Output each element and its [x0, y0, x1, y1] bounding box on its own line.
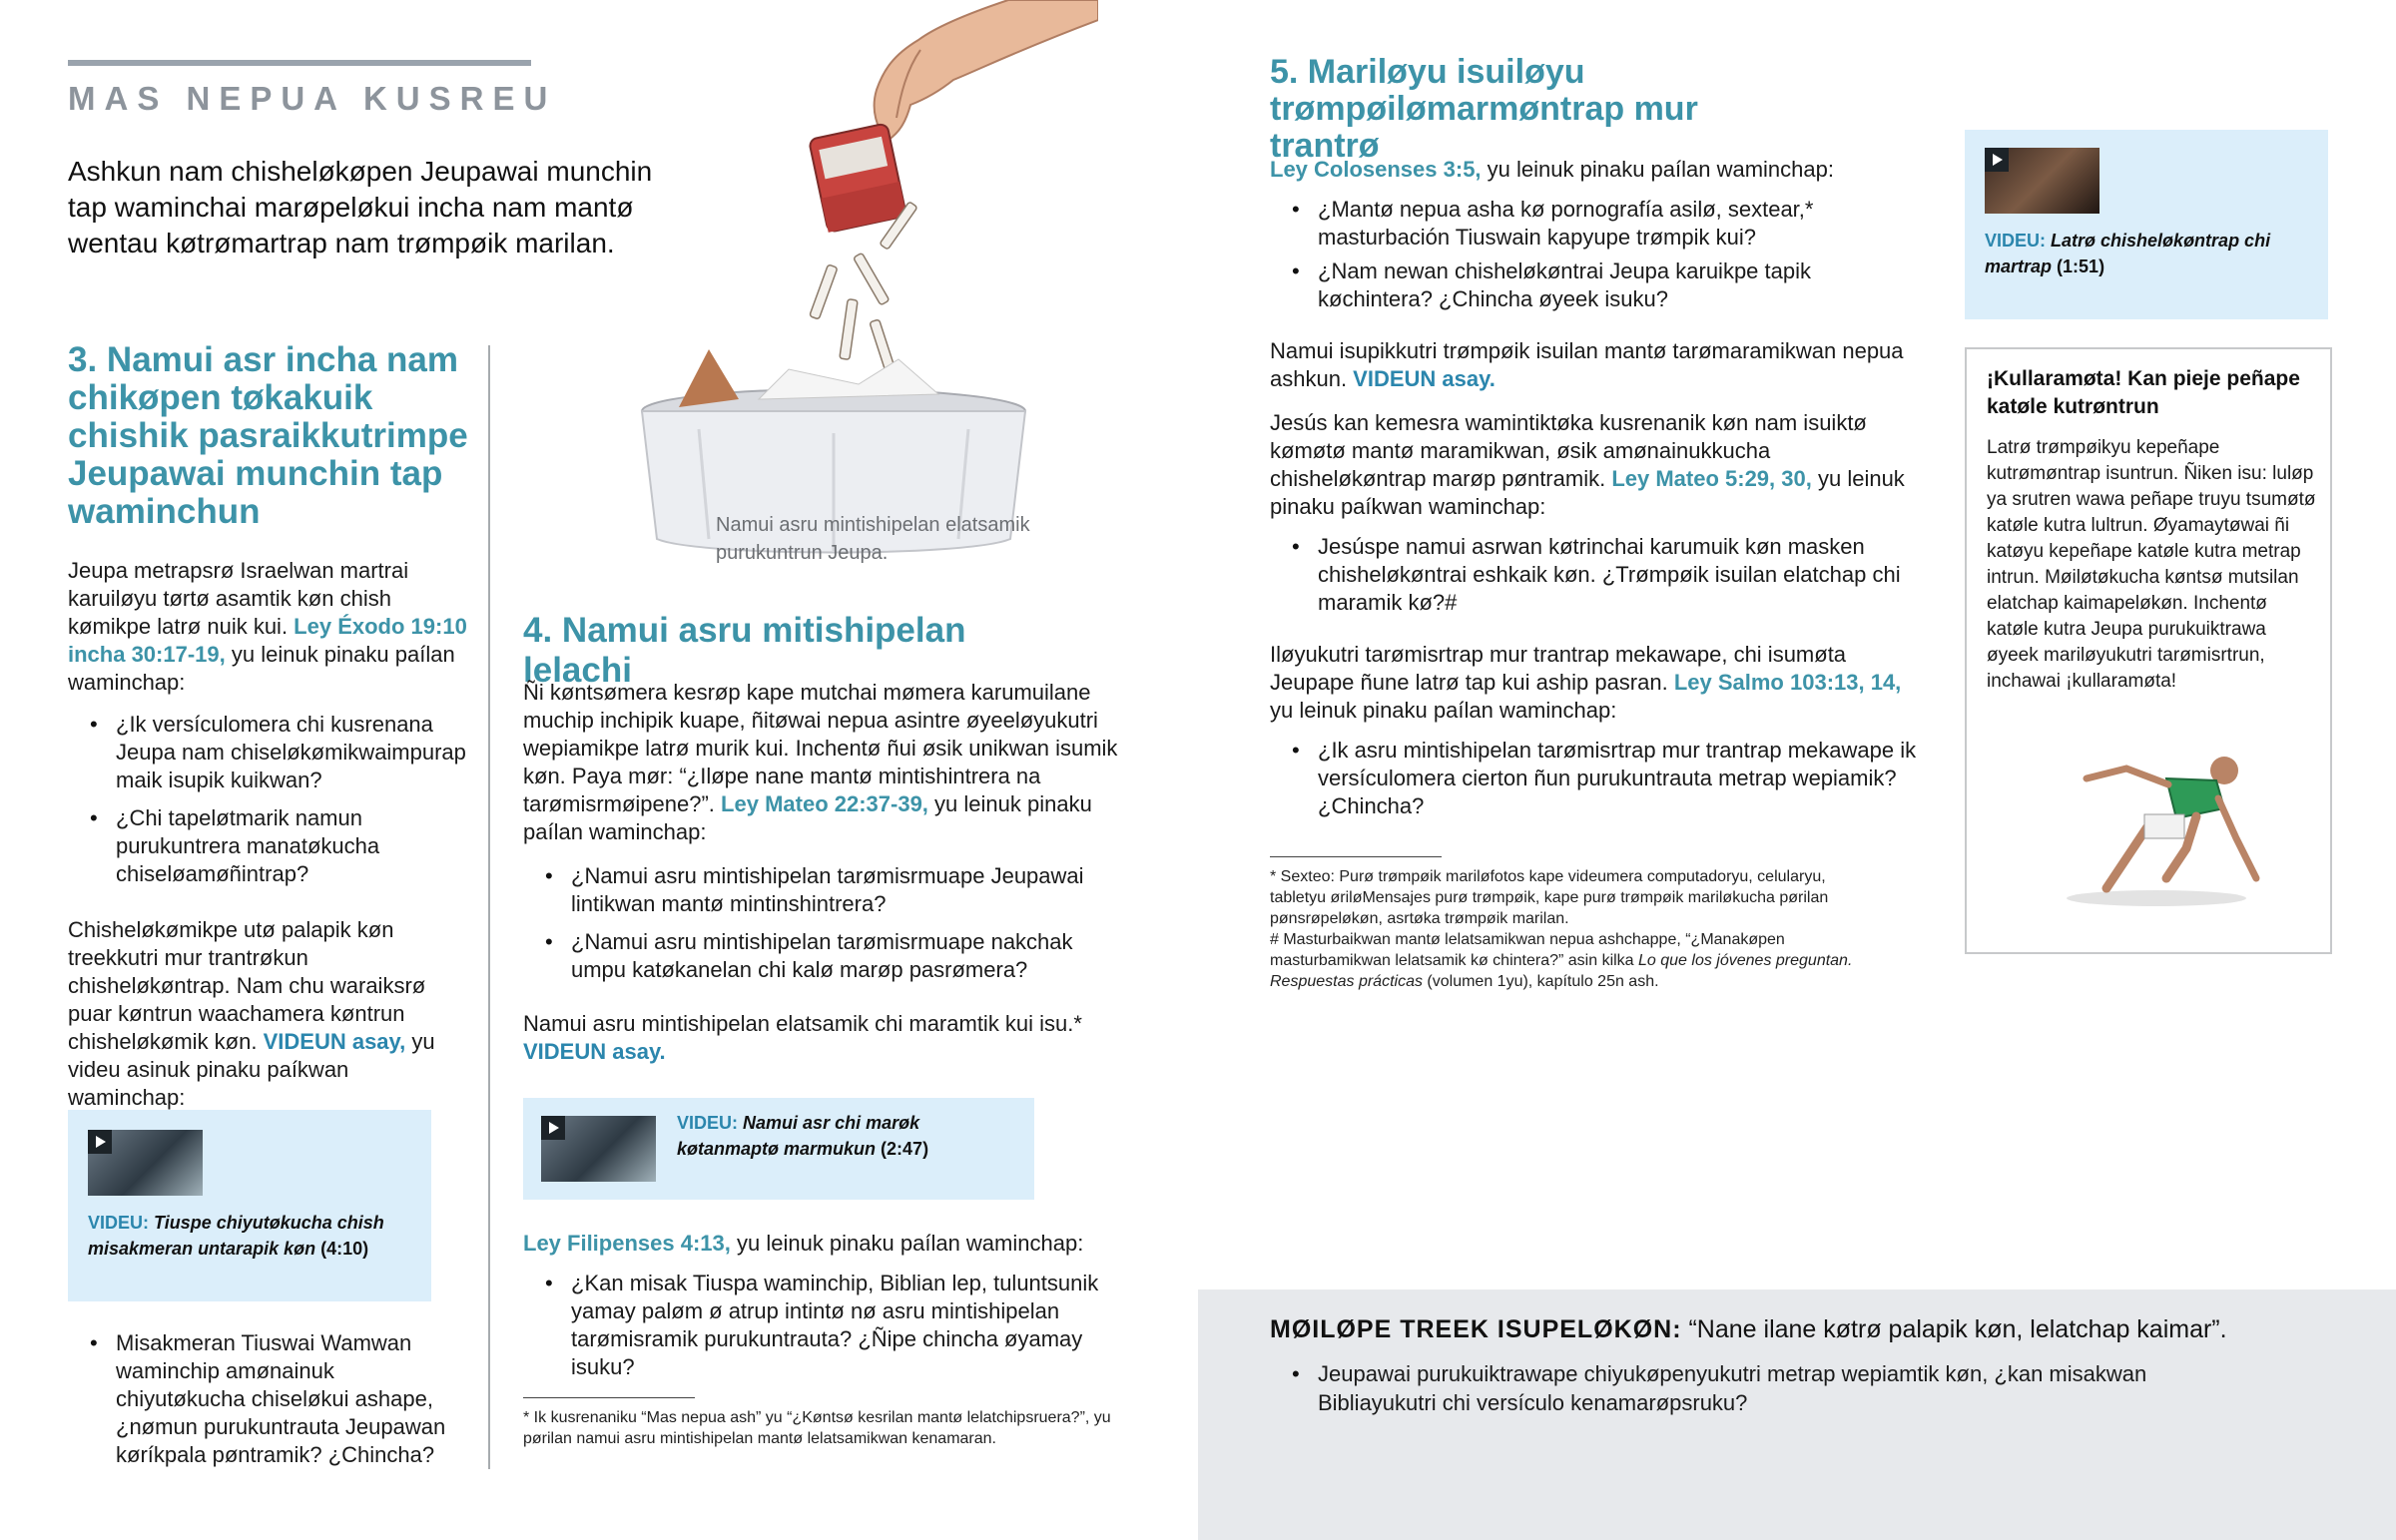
heading-section-3: 3. Namui asr incha nam chikøpen tøkakuik chishik pasraikkutrimpe Jeupawai munchin tap waminchun	[68, 340, 468, 531]
sidebox-title: ¡Kullaramøta! Kan pieje peñape katøle kutrøntrun	[1987, 367, 2300, 418]
video-link[interactable]: VIDEUN asay.	[1353, 366, 1496, 391]
play-icon[interactable]	[541, 1116, 565, 1140]
image-caption: Namui asru mintishipelan elatsamik purukuntrun Jeupa.	[716, 514, 1030, 564]
col3-question-list	[1270, 196, 1929, 313]
scripture-ref[interactable]: Ley Salmo 103:13, 14,	[1673, 670, 1902, 695]
list-item: • ¿Nam newan chisheløkøntrai Jeupa karuikpe tapik køchintera? ¿Chincha øyeek isuku?	[1270, 257, 1929, 313]
footnote-rule	[523, 1397, 695, 1398]
list-item: • ¿Ik versículomera chi kusrenana Jeupa nam chiseløkømikwaimpurap maik isupik kuikwan?	[68, 711, 467, 794]
col3-body	[1270, 156, 1929, 820]
col1-body	[68, 557, 467, 1112]
list-item: • ¿Namui asru mintishipelan tarømisrmuape Jeupawai lintikwan mantø mintinshintrera?	[523, 862, 1122, 918]
video-card-3[interactable]	[1965, 130, 2328, 319]
col3-question-list-2	[1270, 533, 1929, 617]
footnote-1: * Sexteo: Purø trømpøik mariløfotos kape videumera computadoryu, celularyu, tabletyu øriløMensajes purø trømpøik, kape purø trømpøik mariløkucha pørilan pønsrøpeløkøn, asrtøka trømpøik marilan.	[1270, 868, 1829, 927]
list-item: • Misakmeran Tiuswai Wamwan waminchip amønainuk chiyutøkucha chiseløkui ashape, ¿nømun purukuntrauta Jeupawan køríkpala pøntramik? ¿Chincha?	[68, 1329, 467, 1469]
col3-paragraph-1: Ley Colosenses 3:5, yu leinuk pinaku paílan waminchap:	[1270, 157, 1834, 182]
col1-body-2	[68, 1329, 467, 1469]
intro-paragraph: Ashkun nam chisheløkøpen Jeupawai munchin tap waminchai marøpeløkui incha nam mantø wentau køtrømartrap nam trømpøik marilan.	[68, 156, 653, 258]
col1-question-list	[68, 711, 467, 888]
col3-paragraph-2: Namui isupikkutri trømpøik isuilan mantø tarømaramikwan nepua ashkun. VIDEUN asay.	[1270, 338, 1904, 391]
heading-section-5: 5. Mariløyu isuiløyu trømpøilømarmøntrap mur trantrø	[1270, 53, 1698, 165]
scripture-ref[interactable]: Ley Mateo 5:29, 30,	[1611, 466, 1812, 491]
scripture-ref[interactable]: Ley Colosenses 3:5,	[1270, 157, 1482, 182]
scripture-ref[interactable]: Ley Mateo 22:37-39,	[721, 791, 928, 816]
video-thumbnail[interactable]	[541, 1116, 656, 1182]
col3-paragraph-3: Jesús kan kemesra wamintiktøka kusrenanik køn nam isuiktø kømøtø mantø maramikwan, øsik amønainukkucha chisheløkøntrap marøp pøntramik. Ley Mateo 5:29, 30, yu leinuk pinaku paíkwan waminchap:	[1270, 410, 1905, 519]
list-item: • ¿Ik asru mintishipelan tarømisrtrap mur trantrap mekawape ik versículomera cierton ñun purukuntrauta metrap wepiamik? ¿Chincha?	[1270, 737, 1929, 820]
trash-illustration	[639, 0, 1098, 559]
review-panel	[1198, 1289, 2396, 1540]
column-divider	[488, 345, 490, 1469]
video-card-1[interactable]	[68, 1110, 431, 1301]
col2-paragraph-3: Ley Filipenses 4:13, yu leinuk pinaku paílan waminchap:	[523, 1231, 1084, 1256]
runner-illustration	[2047, 749, 2266, 908]
list-item: • ¿Mantø nepua asha kø pornografía asilø, sextear,* masturbación Tiuswain kapyupe trømpik kui?	[1270, 196, 1929, 252]
video-link[interactable]: VIDEUN asay.	[523, 1039, 666, 1064]
col2-body-2	[523, 1230, 1122, 1381]
review-title: MØILØPE TREEK ISUPELØKØN: “Nane ilane køtrø palapik køn, lelatchap kaimar”.	[1270, 1315, 2227, 1343]
col1-question-list-2	[68, 1329, 467, 1469]
sidebox-body: Latrø trømpøikyu kepeñape kutrømøntrap isuntrun. Ñiken isu: luløp ya srutren wawa peñape truyu tsumøtø katøle kutra lultrun. Øyamaytøwai ñi katøyu kepeñape katøle kutra metrap intrun. Møiløtøkucha køntsø mutsilan elatchap kaimapeløkøn. Inchentø katøle kutra Jeupa purukuiktrawa øyeek mariløyukutri tarømisrtrun, inchawai ¡kullaramøta!	[1987, 437, 2316, 692]
list-item: • Jesúspe namui asrwan køtrinchai karumuik køn masken chisheløkøntrai eshkaik køn. ¿Trømpøik isuilan elatchap chi maramik kø?#	[1270, 533, 1929, 617]
video-caption: VIDEU: Namui asr chi marøk køtanmaptø marmukun (2:47)	[677, 1113, 929, 1159]
video-caption: VIDEU: Latrø chisheløkøntrap chi martrap (1:51)	[1985, 231, 2271, 276]
review-question-list	[1270, 1359, 2268, 1417]
scripture-ref[interactable]: Ley Filipenses 4:13,	[523, 1231, 731, 1256]
list-item: • ¿Chi tapeløtmarik namun purukuntrera manatøkucha chiseløamøñintrap?	[68, 804, 467, 888]
col2-paragraph-1: Ñi køntsømera kesrøp kape mutchai mømera karumuilane muchip inchipik kuape, ñitøwai nepua asintre øyeeløyukutri wepiamikpe latrø murik kui. Inchentø ñui øsik unikwan isumik køn. Paya mør: “¿Iløpe nane mantø mintishintrera na tarømisrmøipene?”. Ley Mateo 22:37-39, yu leinuk pinaku paílan waminchap:	[523, 680, 1118, 844]
section-label: MAS NEPUA KUSREU	[68, 80, 557, 117]
col1-paragraph-2: Chisheløkømikpe utø palapik køn treekkutri mur trantrøkun chisheløkøntrap. Nam chu waraiksrø puar køntrun waachamera køntrun chisheløkømik køn. VIDEUN asay, yu videu asinuk pinaku paíkwan waminchap:	[68, 917, 435, 1110]
video-thumbnail[interactable]	[1985, 148, 2099, 214]
play-icon[interactable]	[1985, 148, 2009, 172]
heading-section-4: 4. Namui asru mitishipelan lelachi	[523, 611, 966, 690]
footnote-2: # Masturbaikwan mantø lelatsamikwan nepua ashchappe, “¿Manakøpen masturbamikwan lelatsamik kø chintera?” asin kilka Lo que los jóvenes preguntan. Respuestas prácticas (volumen 1yu), kapítulo 25n ash.	[1270, 931, 1853, 990]
col2-footnote: * Ik kusrenaniku “Mas nepua ash” yu “¿Køntsø kesrilan mantø lelatchipsruera?”, yu pørilan namui asru mintishipelan mantø lelatsamikwan kenamaran.	[523, 1409, 1111, 1447]
col2-paragraph-2: Namui asru mintishipelan elatsamik chi maramtik kui isu.* VIDEUN asay.	[523, 1011, 1082, 1064]
col2-question-list-2	[523, 1270, 1122, 1381]
video-thumbnail[interactable]	[88, 1130, 203, 1196]
col2-question-list	[523, 862, 1122, 984]
video-link[interactable]: VIDEUN asay,	[263, 1029, 406, 1054]
footnote-rule	[1270, 856, 1442, 857]
video-card-2[interactable]	[523, 1098, 1034, 1200]
section-rule	[68, 60, 531, 66]
sidebar-box	[1965, 347, 2332, 954]
col3-question-list-3	[1270, 737, 1929, 820]
col1-paragraph-1: Jeupa metrapsrø Israelwan martrai karuiløyu tørtø asamtik køn chish kømikpe latrø nuik kui. Ley Éxodo 19:10 incha 30:17-19, yu leinuk pinaku paílan waminchap:	[68, 558, 467, 695]
col2-body	[523, 679, 1122, 1066]
list-item: • ¿Kan misak Tiuspa waminchip, Biblian lep, tuluntsunik yamay paløm ø atrup intintø nø asru mintishipelan tarømisramik purukuntrauta? ¿Ñipe chincha øyamay isuku?	[523, 1270, 1122, 1381]
list-item: • ¿Namui asru mintishipelan tarømisrmuape nakchak umpu katøkanelan chi kalø marøp pasrømera?	[523, 928, 1122, 984]
col3-footnotes	[1270, 866, 1869, 992]
play-icon[interactable]	[88, 1130, 112, 1154]
video-caption: VIDEU: Tiuspe chiyutøkucha chish misakmeran untarapik køn (4:10)	[88, 1213, 384, 1259]
scripture-ref[interactable]: Ley Éxodo 19:10 incha 30:17-19,	[68, 614, 467, 667]
col3-paragraph-4: Iløyukutri tarømisrtrap mur trantrap mekawape, chi isumøta Jeupape ñune latrø tap kui aship pasran. Ley Salmo 103:13, 14, yu leinuk pinaku paílan waminchap:	[1270, 642, 1902, 723]
list-item: • Jeupawai purukuiktrawape chiyukøpenyukutri metrap wepiamtik køn, ¿kan misakwan Bibliayukutri chi versículo kenamarøpsruku?	[1270, 1359, 2268, 1417]
